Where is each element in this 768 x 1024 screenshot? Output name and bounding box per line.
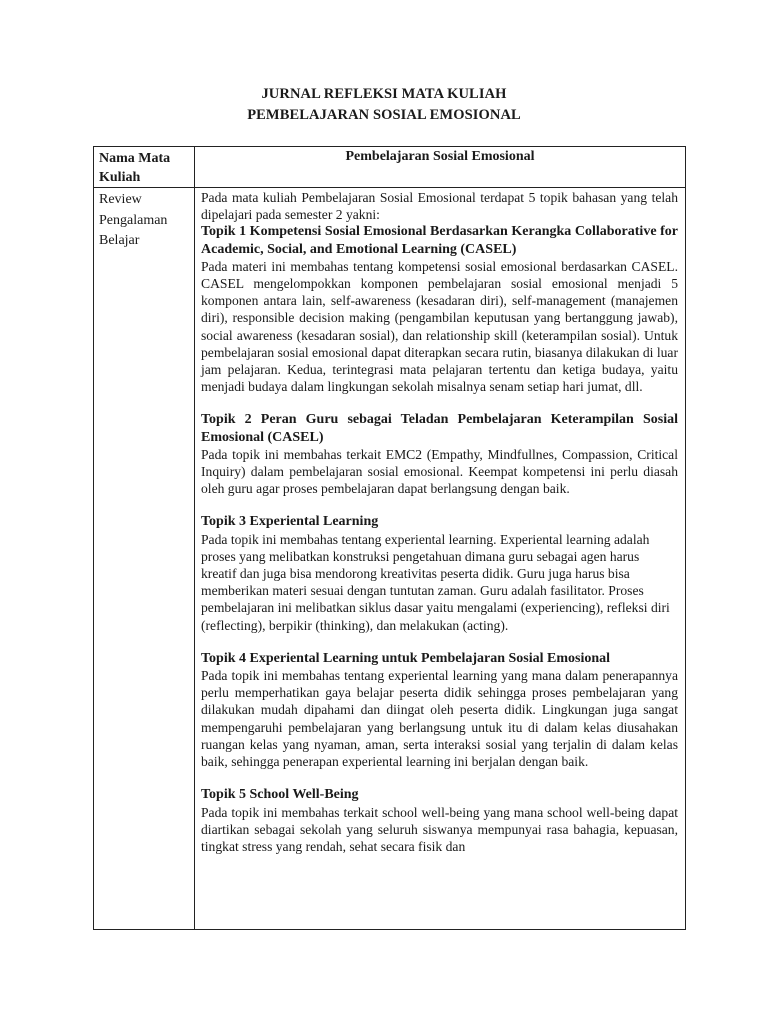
topic-2-body: Pada topik ini membahas terkait EMC2 (Empathy, Mindfullnes, Compassion, Critical Inquiry) dalam pembelajaran sosial emosional. Keempat kompetensi ini perlu diasah oleh guru agar proses pembelajaran dapat berlangsung dengan baik. [201,446,678,497]
topic-3-heading: Topik 3 Experiental Learning [201,514,379,530]
paragraph-gap [201,497,678,513]
topic-4-body: Pada topik ini membahas tentang experiental learning yang mana dalam penerapannya perlu memperhatikan gaya belajar peserta didik sehingga proses pembelajaran yang dilakukan mudah dipahami dan diingat oleh peserta didik. Lingkungan juga sangat mempengaruhi pembelajaran yang berlangsung untuk itu di dalam kelas diusahakan ruangan kelas yang nyaman, aman, serta interaksi sosial yang terjalin di dalam kelas baik, sehingga penerapan experiental learning ini berjalan dengan baik. [201,668,678,770]
paragraph-gap [201,770,678,786]
paragraph-gap [201,395,678,411]
topic-5-body: Pada topik ini membahas terkait school well-being yang mana school well-being dapat diartikan sebagai sekolah yang seluruh siswanya mempunyai rasa bahagia, kepuasan, tingkat stress yang rendah, sehat secara fisik dan [201,804,678,854]
topic-2-heading: Topik 2 Peran Guru sebagai Teladan Pembelajaran Keterampilan Sosial Emosional (CASEL) [201,412,678,445]
journal-table [93,146,686,930]
course-name-label: Nama Mata Kuliah [99,151,171,185]
table-cell-label [94,147,195,188]
table-cell-label [94,188,195,930]
document-title-line-2: PEMBELAJARAN SOSIAL EMOSIONAL [247,107,521,123]
table-row-course-name [94,147,686,188]
topic-4-heading: Topik 4 Experiental Learning untuk Pembelajaran Sosial Emosional [201,650,611,666]
review-content [195,188,685,929]
topic-1-heading: Topik 1 Kompetensi Sosial Emosional Berdasarkan Kerangka Collaborative for Academic, Social, and Emotional Learning (CASEL) [201,224,678,257]
topic-3-body: Pada topik ini membahas tentang experiental learning. Experiental learning adalah proses yang melibatkan konstruksi pengetahuan dimana guru sebagai agen harus kreatif dan juga bisa mendorong kreativitas peserta didik. Guru juga harus bisa memberikan materi sesuai dengan tuntutan zaman. Guru adalah fasilitator. Proses pembelajaran ini melibatkan siklus dasar yaitu mengalami (experiencing), refleksi diri (reflecting), berpikir (thinking), dan melakukan (acting). [201,531,670,633]
review-label: Review Pengalaman Belajar [99,192,168,248]
table-cell-value [195,147,686,188]
course-name-value: Pembelajaran Sosial Emosional [345,149,535,164]
document-title-line-1: JURNAL REFLEKSI MATA KULIAH [261,86,507,102]
table-row-review [94,188,686,930]
paragraph-gap [201,634,678,650]
review-intro: Pada mata kuliah Pembelajaran Sosial Emosional terdapat 5 topik bahasan yang telah dipelajari pada semester 2 yakni: [201,190,678,223]
topic-1-body: Pada materi ini membahas tentang kompetensi sosial emosional berdasarkan CASEL. CASEL mengelompokkan komponen pembelajaran sosial emosional menjadi 5 komponen antara lain, self-awareness (kesadaran diri), self-management (manajemen diri), responsible decision making (pengambilan keputusan yang bertanggung jawab), social awareness (kesadaran sosial), dan relationship skill (keterampilan sosial). Untuk pembelajaran sosial emosional dapat diterapkan secara rutin, biasanya dilakukan di luar jam pelajaran. Kedua, terintegrasi mata pelajaran tertentu dan ketiga budaya, yaitu menjadi budaya dalam lingkungan sekolah misalnya senam setiap hari jumat, dll. [201,258,678,395]
topic-5-heading: Topik 5 School Well-Being [201,787,359,803]
table-cell-content [195,188,686,930]
